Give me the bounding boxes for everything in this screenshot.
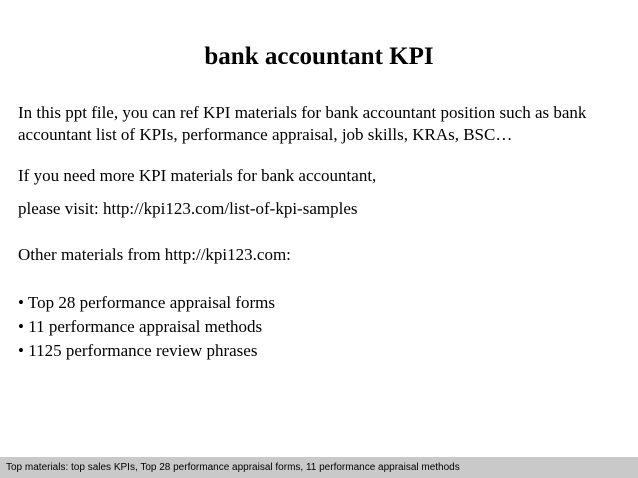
list-item: • 1125 performance review phrases [18,341,258,360]
footer-bar: Top materials: top sales KPIs, Top 28 performance appraisal forms, 11 performance appraisal methods [0,457,638,478]
other-materials-paragraph: Other materials from http://kpi123.com: [18,245,291,264]
visit-link-paragraph: please visit: http://kpi123.com/list-of-kpi-samples [18,199,358,218]
slide-title: bank accountant KPI [204,43,434,70]
more-materials-paragraph: If you need more KPI materials for bank accountant, [18,166,377,185]
list-item: • 11 performance appraisal methods [18,317,263,336]
list-item: • Top 28 performance appraisal forms [18,293,276,312]
materials-list [18,291,622,363]
intro-paragraph: In this ppt file, you can ref KPI materials for bank accountant position such as bank accountant list of KPIs, performance appraisal, job skills, KRAs, BSC… [18,103,587,144]
